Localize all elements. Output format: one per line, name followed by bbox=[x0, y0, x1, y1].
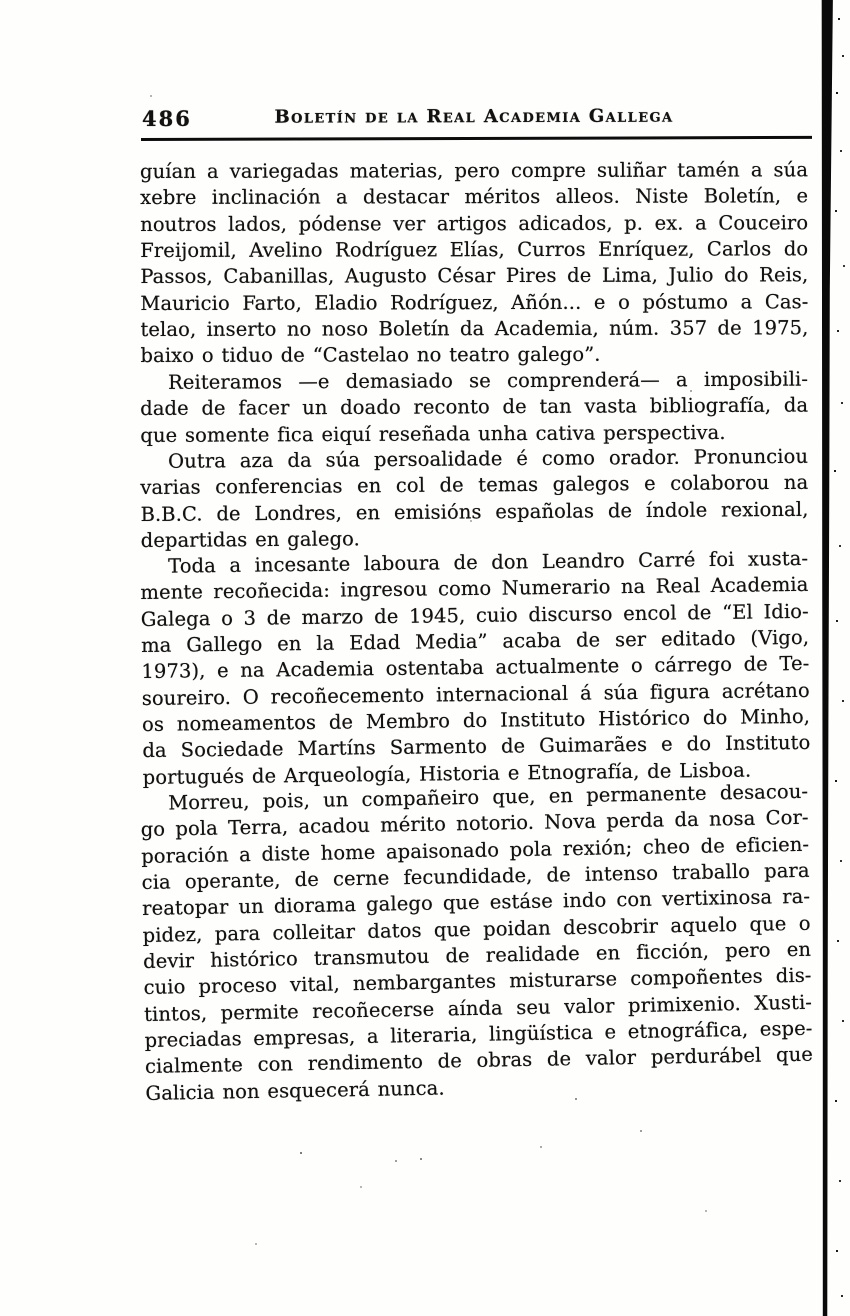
journal-title: Boletín de la Real Academia Gallega bbox=[274, 105, 674, 128]
text-line: cuio proceso vital, nembargantes misturarse compoñentes dis- bbox=[143, 964, 812, 1000]
text-line: xebre inclinación a destacar méritos alleos. Niste Boletín, e bbox=[140, 184, 809, 210]
text-line: Reiteramos —e demasiado se comprenderá— a imposibili- bbox=[168, 367, 809, 394]
text-line: noutros lados, pódense ver artigos adicados, p. ex. a Couceiro bbox=[140, 210, 809, 236]
paragraph bbox=[140, 546, 811, 791]
text-line: Outra aza da súa persoalidade é como orador. Pronunciou bbox=[168, 444, 809, 473]
text-line: da Sociedade Martíns Sarmento de Guimarães e do Instituto bbox=[142, 731, 811, 763]
text-line: Toda a incesante laboura de don Leandro Carré foi xusta- bbox=[168, 546, 809, 578]
header-rule bbox=[141, 136, 812, 141]
text-line: tintos, permite recoñecerse aínda seu valor primixenio. Xusti- bbox=[143, 990, 813, 1026]
text-line: cialmente con rendimento de obras de valor perdurábel que bbox=[144, 1043, 814, 1079]
text-line: telao, inserto no noso Boletín da Academia, núm. 357 de 1975, bbox=[140, 316, 809, 342]
text-line: B.B.C. de Londres, en emisións españolas de índole rexional, bbox=[140, 497, 809, 526]
scan-page-speckles bbox=[0, 0, 2, 2]
text-line: mente recoñecida: ingresou como Numerario na Real Academia bbox=[140, 573, 809, 605]
text-line: cia operante, de cerne fecundidade, de intenso traballo para bbox=[141, 859, 810, 895]
text-line: Morreu, pois, un compañeiro que, en permanente desacou- bbox=[168, 780, 809, 815]
running-head bbox=[140, 104, 808, 132]
text-line: preciadas empresas, a literaria, lingüística e etnográfica, espe- bbox=[144, 1017, 813, 1053]
text-line: 1973), e na Academia ostentaba actualmente o cárrego de Te- bbox=[141, 652, 810, 684]
text-line: Freijomil, Avelino Rodríguez Elías, Curros Enríquez, Carlos do bbox=[140, 237, 809, 263]
text-line: os nomeamentos de Membro do Instituto Histórico do Minho, bbox=[141, 705, 811, 737]
text-line: soureiro. O recoñecemento internacional á súa figura acrétano bbox=[141, 678, 810, 710]
text-line: reatopar un diorama galego que estáse indo con vertixinosa ra- bbox=[141, 885, 811, 921]
text-line: departidas en galego. bbox=[140, 527, 361, 552]
text-line: devir histórico transmutou de realidade en ficción, pero en bbox=[142, 938, 812, 974]
text-line: dade de facer un doado reconto de tan vasta bibliografía, da bbox=[140, 393, 809, 421]
text-line: Mauricio Farto, Eladio Rodríguez, Añón... e o póstumo a Cas- bbox=[140, 289, 809, 315]
text-line: Galega o 3 de marzo de 1945, cuio discurso encol de “El Idio- bbox=[140, 599, 809, 631]
text-line: Galicia non esquecerá nunca. bbox=[145, 1076, 445, 1105]
paragraph bbox=[140, 779, 814, 1107]
text-block bbox=[140, 158, 814, 1107]
text-line: guían a variegadas materias, pero compre suliñar tamén a súa bbox=[140, 158, 809, 183]
text-line: portugués de Arqueología, Historia e Etnografía, de Lisboa. bbox=[142, 758, 752, 789]
paragraph bbox=[140, 444, 809, 555]
text-line: poración a diste home apaisonado pola rexión; cheo de eficien- bbox=[140, 832, 810, 868]
text-line: Passos, Cabanillas, Augusto César Pires de Lima, Julio do Reis, bbox=[140, 263, 809, 289]
paragraph bbox=[140, 157, 809, 369]
scan-edge-bar bbox=[820, 0, 834, 1316]
text-line: que somente fica eiquí reseñada unha cativa perspectiva. bbox=[140, 420, 726, 447]
text-line: pidez, para colleitar datos que poidan descobrir aquelo que o bbox=[142, 911, 811, 947]
text-line: varias conferencias en col de temas galegos e colaborou na bbox=[140, 470, 809, 500]
text-line: go pola Terra, acadou mérito notorio. Nova perda da nosa Cor- bbox=[140, 806, 809, 842]
text-line: baixo o tiduo de “Castelao no teatro galego”. bbox=[140, 343, 601, 368]
text-line: ma Gallego en la Edad Media” acaba de ser editado (Vigo, bbox=[140, 626, 810, 658]
paragraph bbox=[140, 366, 808, 449]
page-number: 486 bbox=[141, 105, 192, 131]
